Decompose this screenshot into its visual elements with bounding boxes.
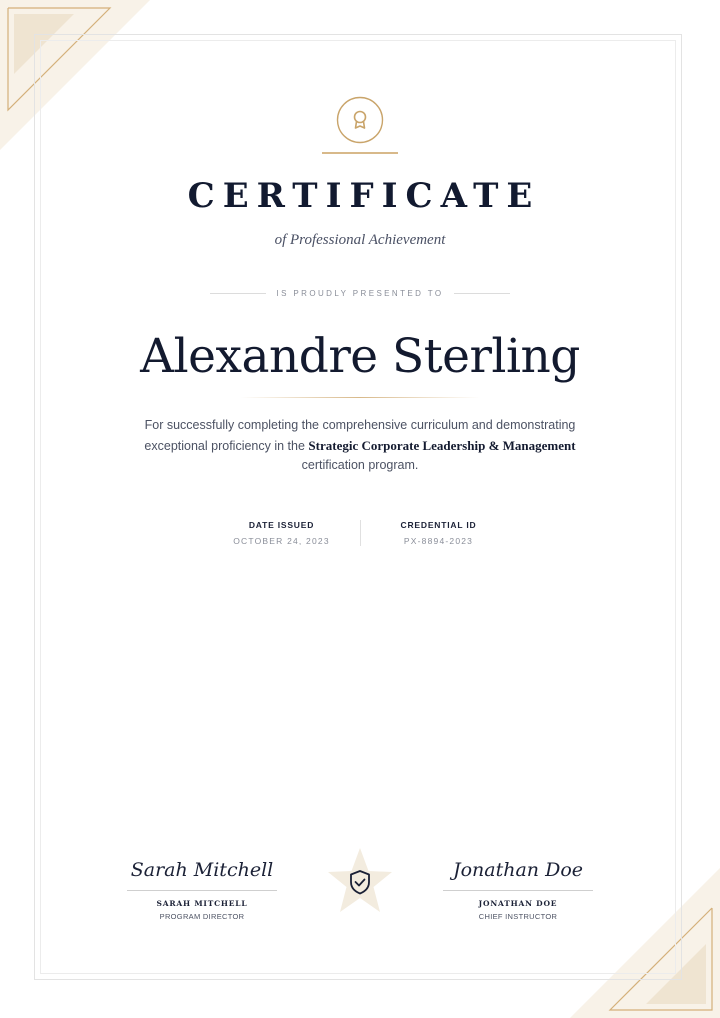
signatory-role-right: CHIEF INSTRUCTOR (478, 912, 558, 921)
recipient-name: Alexandre Sterling (140, 329, 580, 384)
signature-script-right: Jonathan Doe (452, 859, 583, 881)
signature-block-left (127, 852, 277, 921)
recipient-underline (240, 397, 480, 398)
credential-id-block (361, 520, 517, 546)
medal-underline (322, 152, 398, 154)
shield-check-icon (324, 846, 396, 916)
certificate-title: CERTIFICATE (187, 176, 541, 216)
signature-script-left: Sarah Mitchell (130, 859, 274, 881)
signature-block-right (443, 852, 593, 921)
signature-line-left (127, 890, 277, 891)
signatory-role-left: PROGRAM DIRECTOR (159, 912, 245, 921)
date-issued-block (204, 520, 360, 546)
signatory-name-right: JONATHAN DOE (478, 899, 558, 908)
program-name: Strategic Corporate Leadership & Management (308, 437, 576, 453)
presented-to-label: IS PROUDLY PRESENTED TO (276, 288, 444, 298)
signature-line-right (443, 890, 593, 891)
divider-left (210, 293, 266, 294)
date-issued-label: DATE ISSUED (248, 520, 315, 530)
date-issued-value: OCTOBER 24, 2023 (233, 536, 330, 546)
divider-right (454, 293, 510, 294)
certificate-details (0, 520, 720, 546)
award-ribbon-icon (336, 96, 384, 144)
description-tail: certification program. (301, 458, 419, 472)
certificate-description (130, 416, 590, 476)
certificate-subtitle: of Professional Achievement (274, 232, 446, 248)
credential-id-label: CREDENTIAL ID (400, 520, 477, 530)
credential-id-value: PX-8894-2023 (403, 536, 474, 546)
description-lead: For successfully completing the comprehensive curriculum and demonstrating exceptional proficiency in the (144, 418, 576, 453)
signatory-name-left: SARAH MITCHELL (156, 899, 248, 908)
presented-to-row (0, 286, 720, 300)
